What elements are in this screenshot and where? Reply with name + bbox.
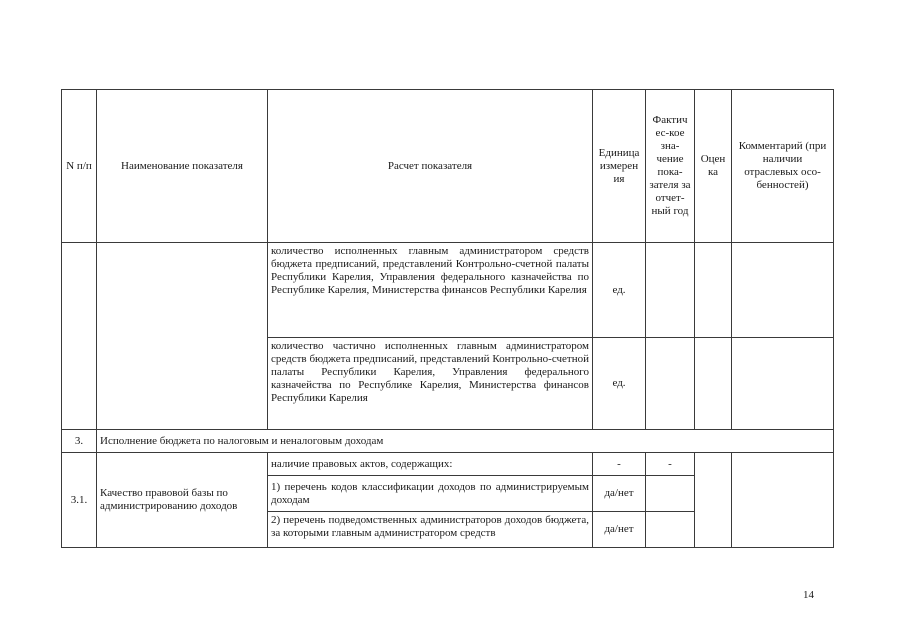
header-num: N п/п (62, 90, 97, 243)
comment-cell (732, 338, 834, 430)
actual-cell (646, 243, 695, 338)
indicator-name: Качество правовой базы по администрированию доходов (97, 453, 268, 548)
unit-cell: да/нет (593, 476, 646, 512)
empty-num-cell (62, 243, 97, 430)
actual-cell (646, 476, 695, 512)
header-unit: Единица измерен ия (593, 90, 646, 243)
actual-cell (646, 338, 695, 430)
page-number: 14 (803, 589, 814, 601)
calc-cell: количество исполненных главным администратором средств бюджета предписаний, представлений Контрольно-счетной палаты Республики Карелия, Управления федерального казначейства по Республике Карелия, Министерства финансов Республики Карелия (268, 243, 593, 338)
score-cell (695, 338, 732, 430)
actual-cell (646, 512, 695, 548)
score-cell (695, 453, 732, 548)
header-name: Наименование показателя (97, 90, 268, 243)
indicator-num: 3.1. (62, 453, 97, 548)
header-comment: Комментарий (при наличии отраслевых осо- бенностей) (732, 90, 834, 243)
unit-cell: ед. (593, 338, 646, 430)
score-cell (695, 243, 732, 338)
table-row (62, 453, 834, 476)
section-num: 3. (62, 430, 97, 453)
comment-cell (732, 243, 834, 338)
actual-cell: - (646, 453, 695, 476)
empty-name-cell (97, 243, 268, 430)
section-row (62, 430, 834, 453)
header-actual: Фактич ес-кое зна- чение пока- зателя за отчет- ный год (646, 90, 695, 243)
section-title: Исполнение бюджета по налоговым и неналоговым доходам (97, 430, 834, 453)
unit-cell: ед. (593, 243, 646, 338)
calc-cell: 1) перечень кодов классификации доходов по администрируемым доходам (268, 476, 593, 512)
header-calc: Расчет показателя (268, 90, 593, 243)
header-score: Оцен ка (695, 90, 732, 243)
calc-cell: наличие правовых актов, содержащих: (268, 453, 593, 476)
table-row (62, 243, 834, 338)
comment-cell (732, 453, 834, 548)
header-row (62, 90, 834, 243)
calc-cell: 2) перечень подведомственных администраторов доходов бюджета, за которыми главным администратором средств (268, 512, 593, 548)
unit-cell: да/нет (593, 512, 646, 548)
calc-cell: количество частично исполненных главным администратором средств бюджета предписаний, представлений Контрольно-счетной палаты Республики Карелия, Управления федерального казначейства по Республике Карелия, Министерства финансов Республики Карелия (268, 338, 593, 430)
indicators-table (61, 89, 834, 548)
unit-cell: - (593, 453, 646, 476)
